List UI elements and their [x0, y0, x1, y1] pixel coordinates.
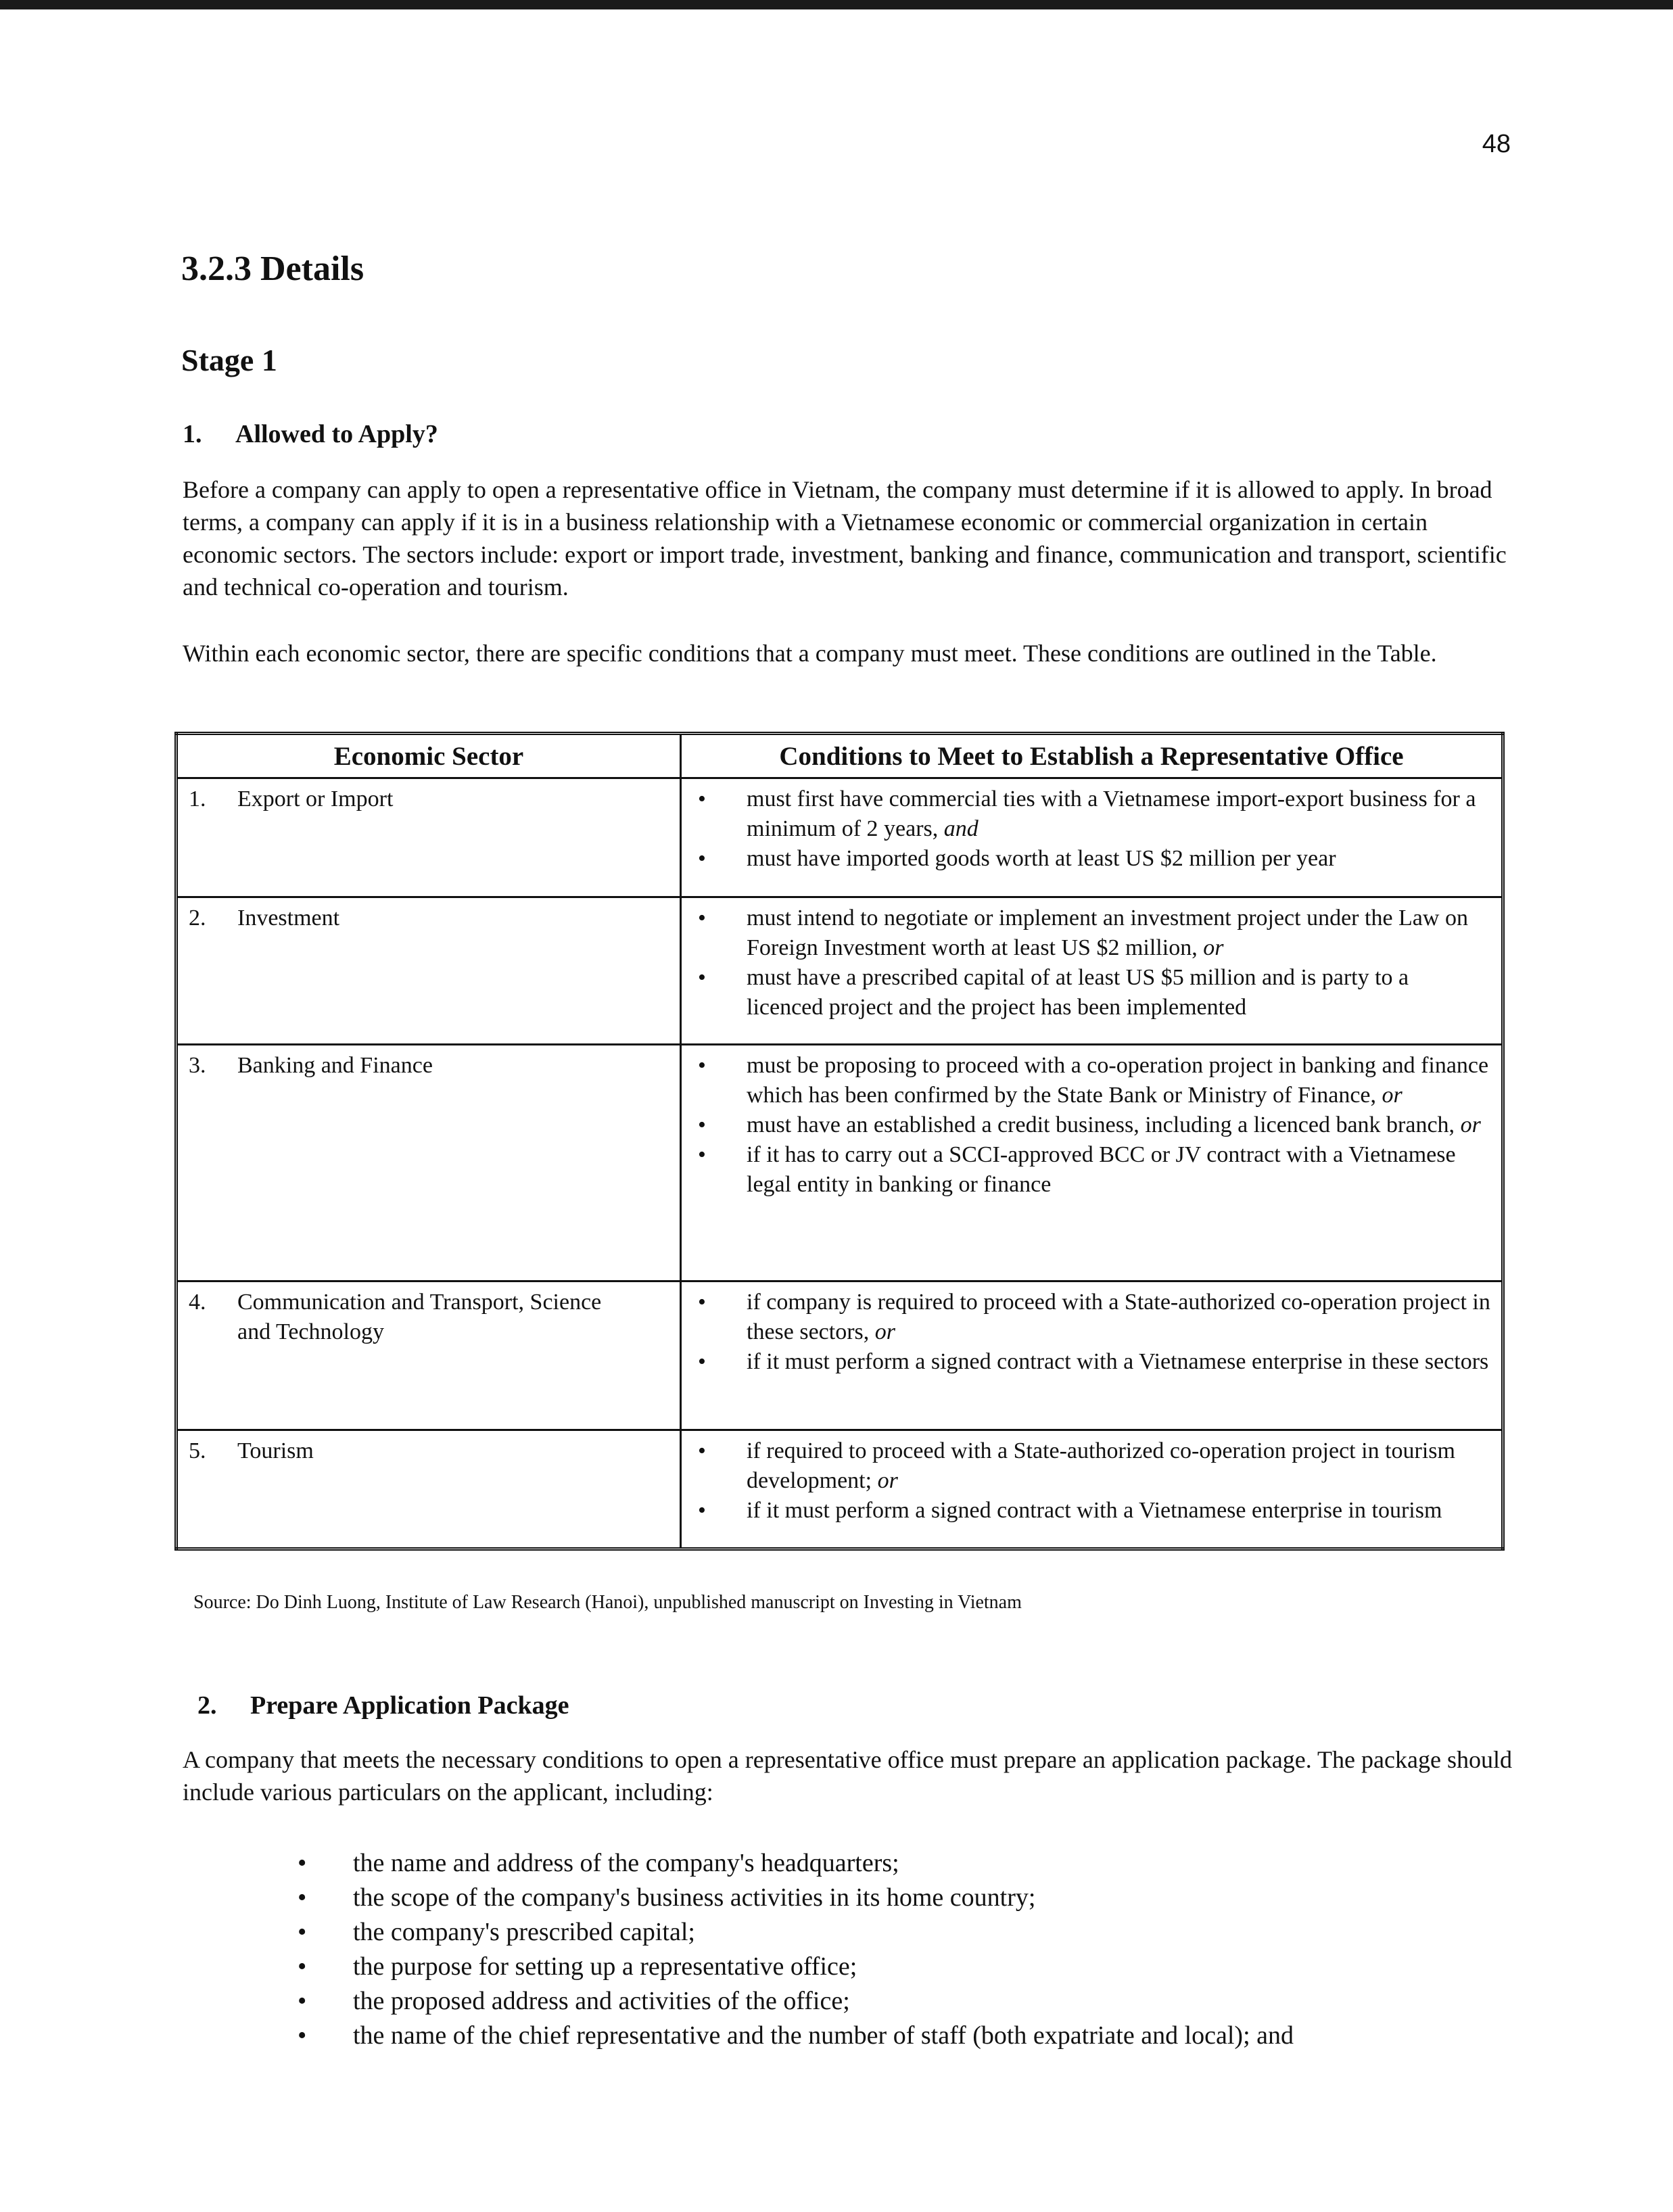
conditions-list — [692, 784, 1490, 874]
condition-text: must have a prescribed capital of at least US $5 million and is party to a licenced project and the project has been implemented — [747, 965, 1409, 1020]
bullet-icon: • — [698, 905, 706, 931]
bullet-icon: • — [698, 965, 706, 990]
condition-text: if it must perform a signed contract with a Vietnamese enterprise in tourism — [747, 1498, 1442, 1523]
sector-cell — [176, 897, 681, 1045]
bullet-icon: • — [698, 1290, 706, 1315]
sector-name: Tourism — [237, 1438, 314, 1463]
conditions-cell — [681, 1430, 1503, 1549]
condition-text: must have imported goods worth at least US $2 million per year — [747, 846, 1336, 871]
condition-conjunction: or — [874, 1319, 896, 1344]
bullet-icon: • — [298, 1952, 307, 1981]
sector-number: 1. — [189, 786, 206, 811]
condition-item — [692, 1110, 1490, 1140]
list-item — [298, 1915, 1294, 1950]
condition-conjunction: or — [1460, 1112, 1481, 1137]
sector-number: 2. — [189, 905, 206, 931]
condition-text: if company is required to proceed with a State-authorized co-operation project in these sectors, — [747, 1290, 1490, 1344]
page-number: 48 — [1482, 130, 1511, 158]
list-item — [298, 1881, 1294, 1915]
list-item — [298, 1984, 1294, 2019]
bullet-icon: • — [698, 786, 706, 811]
condition-text: must be proposing to proceed with a co-operation project in banking and finance which has been confirmed by the State Bank or Ministry of Finance, — [747, 1053, 1489, 1108]
condition-conjunction: or — [877, 1468, 898, 1493]
sector-cell — [176, 1045, 681, 1281]
bullet-icon: • — [698, 1142, 706, 1167]
table-row — [176, 1045, 1503, 1281]
condition-text: if it has to carry out a SCCI-approved BCC or JV contract with a Vietnamese legal entity in banking or finance — [747, 1142, 1456, 1197]
condition-text: if it must perform a signed contract with a Vietnamese enterprise in these sectors — [747, 1349, 1489, 1374]
bullet-icon: • — [698, 1498, 706, 1523]
condition-item — [692, 963, 1490, 1022]
bullet-icon: • — [698, 1112, 706, 1137]
condition-item — [692, 1051, 1490, 1110]
list-item — [298, 1846, 1294, 1881]
sector-number: 4. — [189, 1290, 206, 1315]
bullet-icon: • — [298, 1987, 307, 2015]
conditions-list — [692, 1436, 1490, 1526]
sector-number: 5. — [189, 1438, 206, 1463]
conditions-cell — [681, 897, 1503, 1045]
source-citation: Source: Do Dinh Luong, Institute of Law Research (Hanoi), unpublished manuscript on Investing in Vietnam — [193, 1592, 1022, 1613]
sector-number: 3. — [189, 1053, 206, 1078]
condition-item — [692, 903, 1490, 963]
sector-cell — [176, 778, 681, 897]
sector-name: Communication and Transport, Science and Technology — [237, 1290, 602, 1344]
condition-conjunction: and — [943, 816, 979, 841]
table-row — [176, 1430, 1503, 1549]
bullet-icon: • — [298, 2021, 307, 2050]
sector-name: Investment — [237, 905, 340, 931]
bullet-icon: • — [298, 1918, 307, 1946]
list-item-text: the company's prescribed capital; — [353, 1918, 695, 1946]
conditions-list — [692, 1288, 1490, 1377]
condition-item — [692, 1288, 1490, 1347]
table-body — [176, 778, 1503, 1549]
sector-name: Banking and Finance — [237, 1053, 433, 1078]
conditions-cell — [681, 1045, 1503, 1281]
header-conditions: Conditions to Meet to Establish a Representative Office — [681, 734, 1503, 778]
sector-cell — [176, 1430, 681, 1549]
section-title: 3.2.3 Details — [181, 250, 364, 288]
table-row — [176, 1281, 1503, 1430]
application-paragraph: A company that meets the necessary conditions to open a representative office must prepare an application package. The package should include various particulars on the applicant, including: — [183, 1746, 1512, 1806]
list-item-text: the proposed address and activities of the office; — [353, 1987, 850, 2015]
question-heading-prepare-package — [197, 1691, 569, 1720]
question-number: 1. — [183, 420, 202, 448]
bullet-icon: • — [298, 1849, 307, 1877]
stage-title: Stage 1 — [181, 343, 277, 377]
table-row — [176, 897, 1503, 1045]
question-title: Allowed to Apply? — [235, 420, 438, 448]
condition-text: must have an established a credit business, including a licenced bank branch, — [747, 1112, 1455, 1137]
conditions-list — [692, 903, 1490, 1022]
question-heading-allowed-to-apply — [183, 419, 438, 449]
condition-item — [692, 1496, 1490, 1526]
scan-top-edge — [0, 0, 1673, 9]
list-item-text: the scope of the company's business activities in its home country; — [353, 1883, 1036, 1912]
condition-text: must first have commercial ties with a Vietnamese import-export business for a minimum of 2 years, — [747, 786, 1476, 841]
condition-item — [692, 844, 1490, 874]
list-item-text: the name and address of the company's headquarters; — [353, 1849, 899, 1877]
condition-item — [692, 1436, 1490, 1496]
header-economic-sector: Economic Sector — [176, 734, 681, 778]
sector-cell — [176, 1281, 681, 1430]
application-items-list — [298, 1846, 1294, 2053]
list-item-text: the purpose for setting up a representative office; — [353, 1952, 857, 1981]
list-item — [298, 2019, 1294, 2053]
question-number: 2. — [197, 1691, 217, 1720]
conditions-intro-paragraph: Within each economic sector, there are specific conditions that a company must meet. These conditions are outlined in the Table. — [183, 640, 1437, 667]
condition-item — [692, 784, 1490, 844]
bullet-icon: • — [698, 1053, 706, 1078]
bullet-icon: • — [698, 1349, 706, 1374]
conditions-list — [692, 1051, 1490, 1200]
sector-name: Export or Import — [237, 786, 394, 811]
condition-text: must intend to negotiate or implement an investment project under the Law on Foreign Investment worth at least US $2 million, — [747, 905, 1468, 960]
bullet-icon: • — [298, 1883, 307, 1912]
bullet-icon: • — [698, 1438, 706, 1463]
conditions-table — [174, 732, 1505, 1551]
conditions-cell — [681, 1281, 1503, 1430]
intro-paragraph: Before a company can apply to open a representative office in Vietnam, the company must determine if it is allowed to apply. In broad terms, a company can apply if it is in a business relationship with a Vietnamese economic or commercial organization in certain economic sectors. The sectors include: export or import trade, investment, banking and finance, communication and transport, scientific and technical co-operation and tourism. — [183, 476, 1507, 601]
list-item — [298, 1950, 1294, 1984]
question-title: Prepare Application Package — [250, 1691, 569, 1720]
conditions-cell — [681, 778, 1503, 897]
condition-item — [692, 1347, 1490, 1377]
condition-conjunction: or — [1382, 1083, 1403, 1108]
table-row — [176, 778, 1503, 897]
condition-item — [692, 1140, 1490, 1200]
table-header-row — [176, 734, 1503, 778]
condition-text: if required to proceed with a State-authorized co-operation project in tourism development; — [747, 1438, 1455, 1493]
list-item-text: the name of the chief representative and the number of staff (both expatriate and local); and — [353, 2021, 1294, 2050]
condition-conjunction: or — [1203, 935, 1224, 960]
bullet-icon: • — [698, 846, 706, 871]
